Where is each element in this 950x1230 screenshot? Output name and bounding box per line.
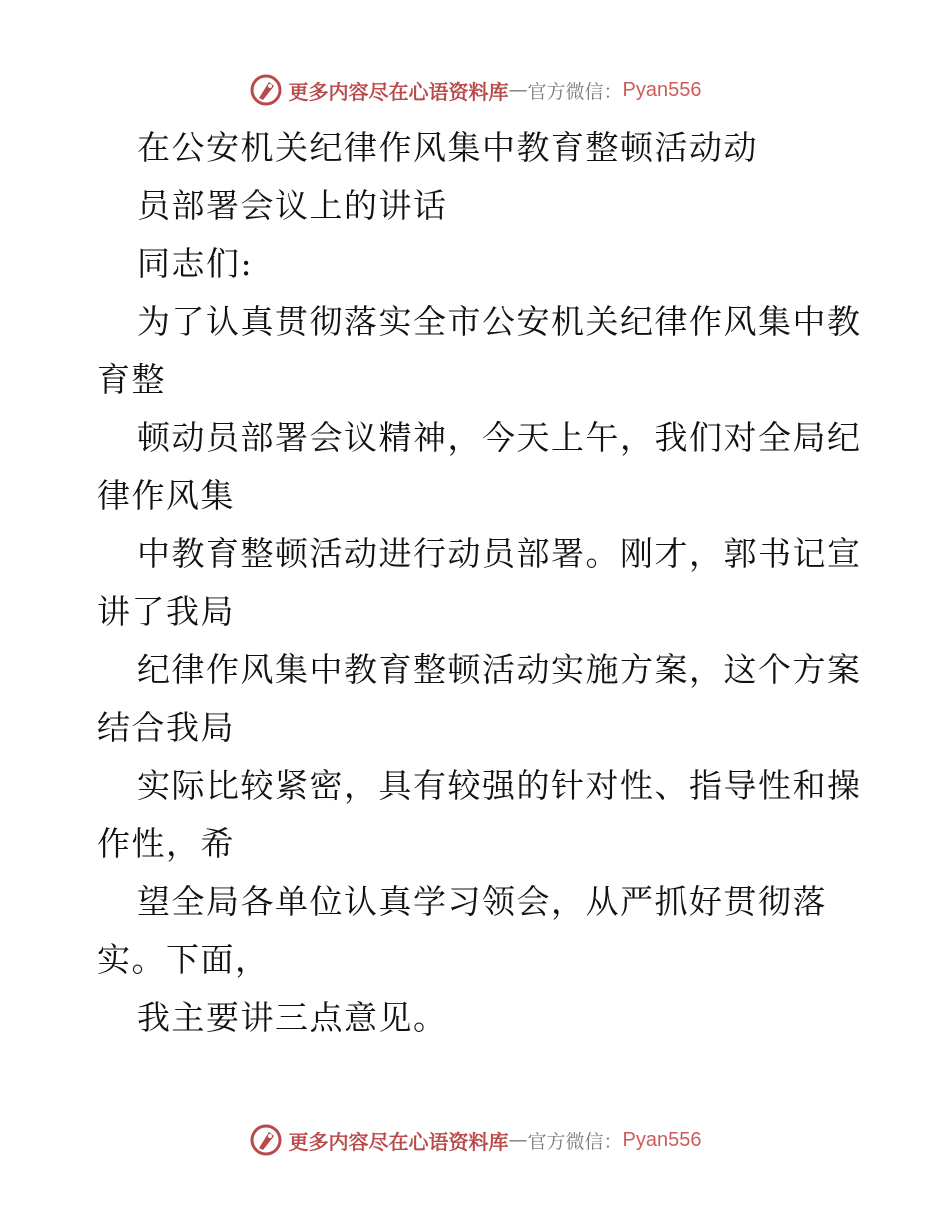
body-line: 为了认真贯彻落实全市公安机关纪律作风集中教	[137, 302, 862, 341]
body-line: 顿动员部署会议精神，今天上午，我们对全局纪	[137, 418, 862, 457]
watermark-wechat-id: Pyan556	[622, 78, 702, 101]
body-line: 育整	[97, 360, 166, 399]
body-line: 我主要讲三点意见。	[137, 998, 448, 1037]
pen-nib-logo-icon	[249, 73, 283, 107]
body-line: 望全局各单位认真学习领会，从严抓好贯彻落	[137, 882, 827, 921]
body-line: 作性，希	[97, 824, 235, 863]
body-line: 律作风集	[97, 476, 235, 515]
watermark-separator: —	[508, 1129, 528, 1151]
watermark-footer	[0, 1120, 950, 1160]
watermark-wechat-label: 官方微信：	[527, 80, 623, 103]
title-line-1: 在公安机关纪律作风集中教育整顿活动动	[137, 128, 758, 167]
pen-nib-logo-icon	[249, 1123, 283, 1157]
body-line: 实。下面，	[97, 940, 270, 979]
watermark-text: 更多内容尽在心语资料库	[288, 1129, 509, 1154]
document-body	[97, 119, 862, 1047]
body-line: 结合我局	[97, 708, 235, 747]
body-line: 中教育整顿活动进行动员部署。刚才，郭书记宣	[137, 534, 862, 573]
body-line: 纪律作风集中教育整顿活动实施方案，这个方案	[137, 650, 862, 689]
body-line: 讲了我局	[97, 592, 235, 631]
body-line: 实际比较紧密，具有较强的针对性、指导性和操	[137, 766, 862, 805]
watermark-wechat-id: Pyan556	[622, 1128, 702, 1151]
watermark-text: 更多内容尽在心语资料库	[288, 79, 509, 104]
title-line-2: 员部署会议上的讲话	[137, 186, 448, 225]
watermark-header	[0, 70, 950, 110]
salutation: 同志们:	[137, 244, 254, 283]
watermark-wechat-label: 官方微信：	[527, 1130, 623, 1153]
watermark-separator: —	[508, 79, 528, 101]
